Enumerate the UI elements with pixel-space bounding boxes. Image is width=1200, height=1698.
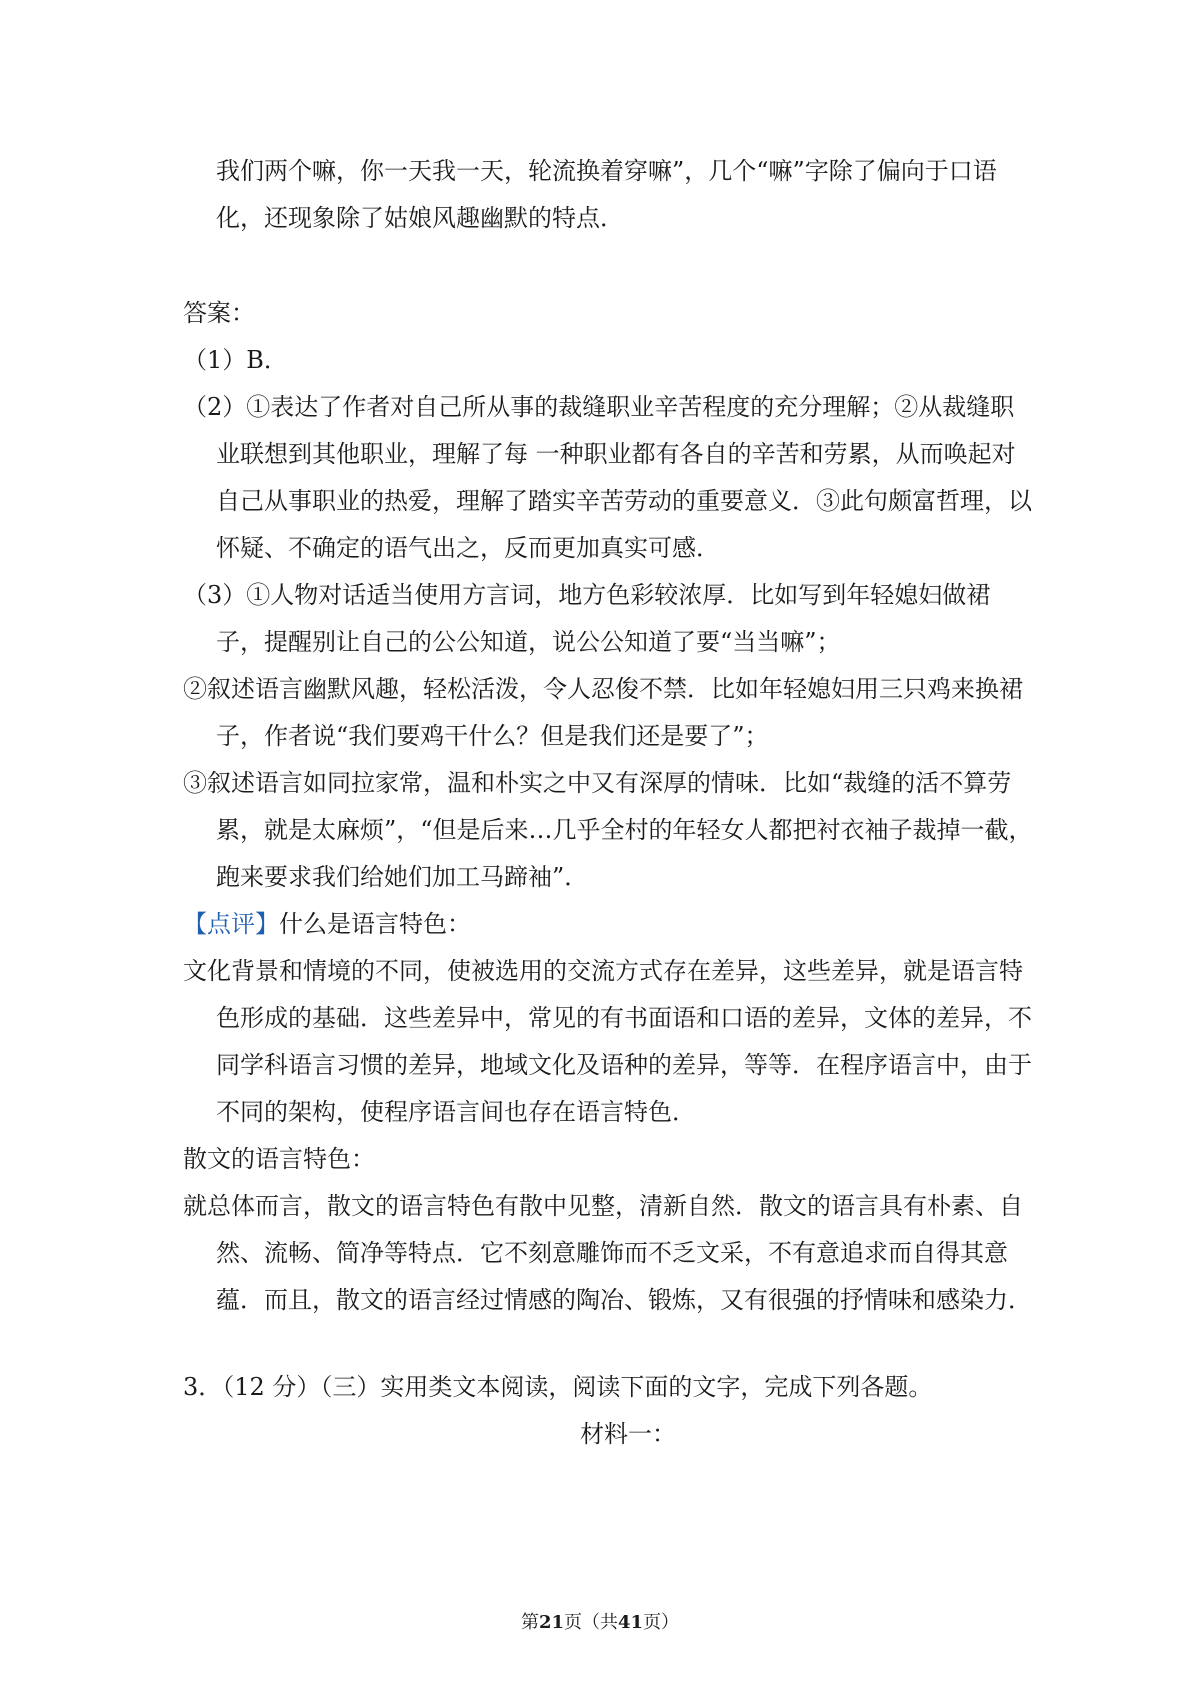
answer-3-point-2: ②叙述语言幽默风趣，轻松活泼，令人忍俊不禁．比如年轻媳妇用三只鸡来换裙子，作者说“我们要鸡干什么？但是我们还是要了”； (183, 675, 1023, 750)
spacer (183, 1324, 1033, 1364)
material-heading: 材料一： (580, 1420, 676, 1448)
question-3-heading: 3．（12 分）（三）实用类文本阅读，阅读下面的文字，完成下列各题。 (183, 1373, 933, 1401)
footer-page-number: 21 (538, 1612, 564, 1633)
footer-prefix: 第 (520, 1612, 539, 1633)
comment-title: 什么是语言特色： (279, 910, 471, 938)
continuation-line-2: 化，还现象除了姑娘风趣幽默的特点． (216, 204, 624, 232)
comment-tag: 【点评】 (183, 910, 279, 938)
comment-paragraph-1: 文化背景和情境的不同，使被选用的交流方式存在差异，这些差异，就是语言特色形成的基础．这些差异中，常见的有书面语和口语的差异，文体的差异，不同学科语言习惯的差异，地域文化及语种的差异，等等．在程序语言中，由于不同的架构，使程序语言间也存在语言特色． (183, 957, 1032, 1126)
footer-total-pages: 41 (618, 1612, 644, 1633)
answer-2: （2）①表达了作者对自己所从事的裁缝职业辛苦程度的充分理解；②从裁缝职业联想到其他职业，理解了每 一种职业都有各自的辛苦和劳累，从而唤起对自己从事职业的热爱，理解了踏实辛苦劳动的重要意义．③此句颇富哲理，以怀疑、不确定的语气出之，反而更加真实可感． (183, 393, 1032, 562)
footer-suffix: 页） (643, 1612, 680, 1633)
footer-middle: 页（共 (564, 1612, 618, 1633)
page-content (183, 148, 1033, 1458)
answer-label: 答案： (183, 299, 255, 327)
spacer (183, 242, 1033, 290)
comment-heading (183, 901, 1033, 948)
answer-3-point-3: ③叙述语言如同拉家常，温和朴实之中又有深厚的情味．比如“裁缝的活不算劳累，就是太麻烦”，“但是后来…几乎全村的年轻女人都把衬衣袖子裁掉一截，跑来要求我们给她们加工马蹄袖”． (183, 769, 1033, 891)
page-footer (0, 1611, 1200, 1635)
comment-paragraph-2: 就总体而言，散文的语言特色有散中见整，清新自然．散文的语言具有朴素、自然、流畅、简净等特点．它不刻意雕饰而不乏文采，不有意追求而自得其意蕴．而且，散文的语言经过情感的陶冶、锻炼，又有很强的抒情味和感染力． (183, 1192, 1032, 1314)
answer-3: （3）①人物对话适当使用方言词，地方色彩较浓厚．比如写到年轻媳妇做裙子，提醒别让自己的公公知道，说公公知道了要“当当嘛”； (183, 581, 991, 656)
comment-subheading: 散文的语言特色： (183, 1145, 375, 1173)
answer-1: （1）B． (183, 346, 288, 374)
continuation-line-1: 我们两个嘛，你一天我一天，轮流换着穿嘛”，几个“嘛”字除了偏向于口语 (216, 157, 997, 185)
